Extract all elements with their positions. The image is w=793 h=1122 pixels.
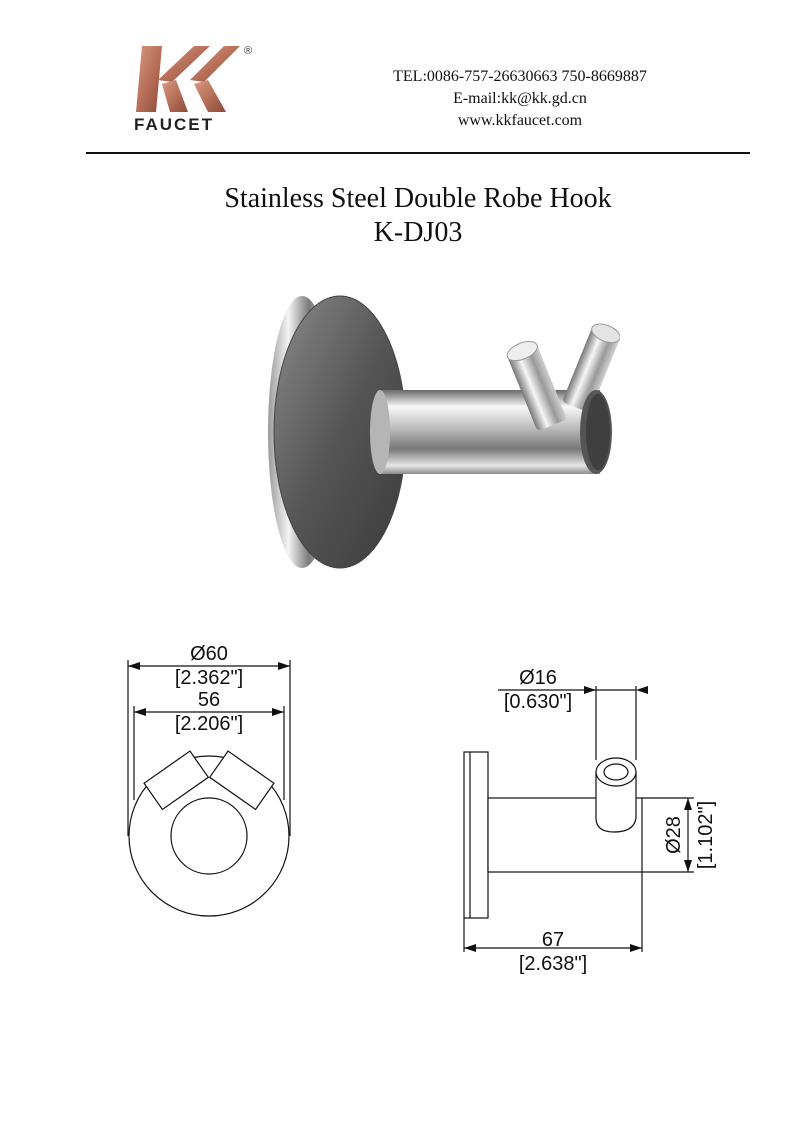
dim-inner-width: 56: [197, 689, 221, 711]
product-model: K-DJ03: [373, 217, 463, 248]
dim-projection: 67: [541, 929, 565, 951]
product-photo: [260, 290, 620, 580]
registered-mark: ®: [244, 45, 253, 57]
side-arm: [488, 798, 642, 872]
kk-logo-mark: [128, 40, 258, 135]
front-outer-circle: [129, 756, 289, 916]
side-plate: [464, 752, 488, 918]
contact-info: [330, 66, 710, 132]
logo-wordmark: FAUCET: [134, 115, 214, 134]
dim-arm-diameter-in: [1.102"]: [695, 800, 717, 870]
product-name: Stainless Steel Double Robe Hook: [224, 183, 612, 214]
dim-projection-in: [2.638"]: [518, 953, 588, 975]
front-left-peg: [144, 751, 208, 809]
dim-hook-diameter: Ø16: [519, 667, 557, 689]
contact-tel: TEL:0086-757-26630663 750-8669887: [393, 68, 647, 85]
contact-website: www.kkfaucet.com: [457, 112, 583, 129]
dim-outer-diameter-in: [2.362"]: [174, 667, 244, 689]
contact-email: E-mail:kk@kk.gd.cn: [453, 90, 587, 107]
header-divider: [86, 152, 750, 154]
front-arrowheads: [128, 662, 290, 716]
kk-faucet-logo: [128, 40, 258, 135]
dim-inner-width-in: [2.206"]: [174, 713, 244, 735]
dim-arm-diameter: Ø28: [663, 816, 685, 854]
side-view: [464, 686, 694, 952]
dim-outer-diameter: Ø60: [190, 643, 228, 665]
product-title: [0, 182, 793, 250]
front-inner-circle: [171, 798, 247, 874]
side-arrowheads: [464, 686, 692, 952]
front-view: [128, 660, 290, 916]
front-right-peg: [210, 751, 274, 809]
side-peg: [596, 772, 636, 832]
dim-hook-diameter-in: [0.630"]: [503, 691, 573, 713]
